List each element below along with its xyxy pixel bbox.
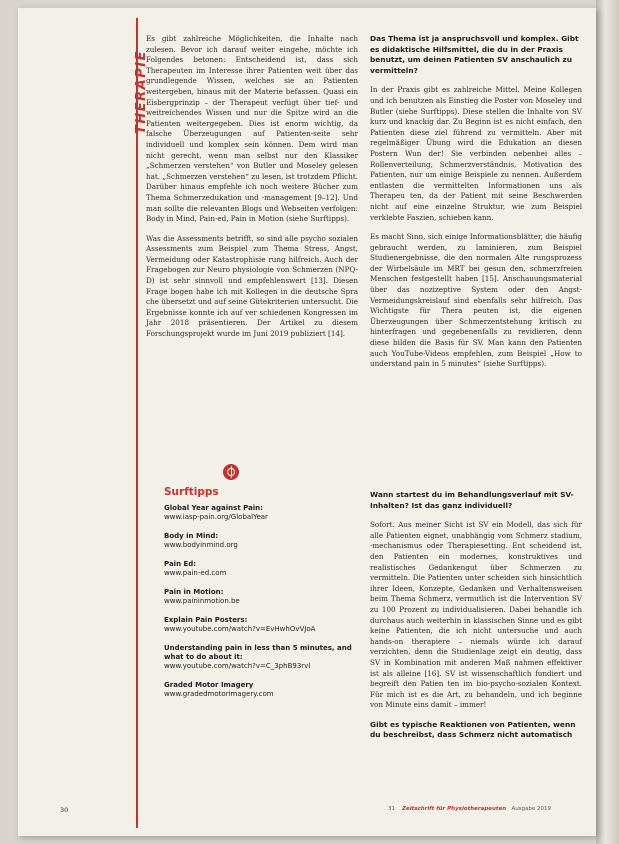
list-item [164, 644, 360, 671]
link-label: Understanding pain in less than 5 minutes, and what to do about it: [164, 644, 352, 661]
magazine-page [18, 8, 596, 836]
page-number-left: 30 [60, 806, 69, 814]
surftipps-list [164, 504, 360, 709]
list-item [164, 681, 360, 699]
link-url[interactable]: www.youtube.com/watch?v=EvHwhOvVJoA [164, 625, 316, 633]
magazine-name: Zeitschrift für Physiotherapeuten [402, 806, 507, 812]
link-label: Explain Pain Posters: [164, 616, 248, 624]
list-item [164, 532, 360, 550]
paragraph: Sofort. Aus meiner Sicht ist SV ein Modell, das sich für alle Patienten eignet, unabhängig vom Schmerz stadium, -mechanismus oder Therapiesetting. Ent scheidend ist, den Patienten ein modernes, konstruktives und realistisches Gedankengut über Schmerzen zu vermitteln. Die Patienten unter scheiden sich hinsichtlich ihrer Ideen, Konzepte, Gedanken und Verhaltensweisen beim Thema Schmerz, vermutlich ist die Intervention SV zu 100 Prozent zu individualisieren. Dabei behandle ich durchaus auch weiterhin in klassischen Sinne und es gibt keine Patienten, die ich nicht untersuche und auch hands-on therapiere – niemals würde ich darauf verzichten, denn die Studienlage zeigt ein deutig, dass SV in Kombination mit anderen Maß nahmen effektiver ist als alleine [16]. SV ist wissenschaftlich fundiert und begreift den Patien ten im bio-psycho-sozialen Kontext. Für mich ist es die Art, zu behandeln, und ich beginne von Minute eins damit – immer! [370, 520, 582, 710]
link-url[interactable]: www.youtube.com/watch?v=C_3phB93rvI [164, 662, 311, 670]
link-label: Body in Mind: [164, 532, 219, 540]
text-column-left [146, 34, 358, 349]
link-url[interactable]: www.gradedmotorimagery.com [164, 690, 274, 698]
paragraph: Was die Assessments betrifft, so sind alle psycho sozialen Assessments zum Beispiel zum Thema Stress, Angst, Vermeidung oder Katastrophisie rung hilfreich. Auch der Fragebogen zur Neuro physiologie von Schmerzen (NPQ-D) ist sehr sinnvoll und empfehlenswert [13]. Diesen Frage bogen habe ich mit Kollegen in die deutsche Spra che übersetzt und auf seine Gütekriterien untersucht. Die Ergebnisse konnte ich auf ver schiedenen Kongressen im Jahr 2018 präsentieren. Der Artikel zu diesem Forschungsprojekt wurde im Juni 2019 publiziert [14]. [146, 233, 358, 339]
link-label: Global Year against Pain: [164, 504, 263, 512]
link-url[interactable]: www.pain-ed.com [164, 569, 227, 577]
link-label: Graded Motor Imagery [164, 681, 254, 689]
surftipps-title: Surftipps [164, 486, 219, 498]
page-number-right: 31 [388, 806, 395, 812]
link-label: Pain Ed: [164, 560, 197, 568]
paragraph: In der Praxis gibt es zahlreiche Mittel. Meine Kollegen und ich benutzen als Einstieg die Poster von Moseley und Butler (siehe Surftipps). Diese stellen die Inhalte von SV kurz und knackig dar. Zu Beginn ist es nicht einfach, den Patienten diese ziel führend zu vermitteln. Aber mit regelmäßiger Übung wird die Edukation an diesen Postern Wun der! Sie verbinden nebenbei alles – Rollenverteilung, Schmerzverständnis, Motivation des Patienten, nur um einige Beispiele zu nennen. Außerdem entlasten die vermittelten Informationen uns als Therapeu ten, da der Patient mit seine Beschwerden nicht auf eine einzelne Struktur, wie zum Beispiel verklebte Faszien, schieben kann. [370, 85, 582, 222]
link-url[interactable]: www.iasp-pain.org/GlobalYear [164, 513, 268, 521]
list-item [164, 588, 360, 606]
issue-label: Ausgabe 2019 [511, 806, 552, 812]
section-divider-line [136, 18, 138, 828]
interview-question: Wann startest du im Behandlungsverlauf mit SV-Inhalten? Ist das ganz individuell? [370, 490, 574, 510]
text-column-right [370, 34, 582, 379]
list-item [164, 616, 360, 634]
link-url[interactable]: www.bodyinmind.org [164, 541, 238, 549]
text-column-right-lower [370, 490, 582, 750]
page-footer [388, 806, 583, 812]
paragraph: Es gibt zahlreiche Möglichkeiten, die Inhalte nach zulesen. Bevor ich darauf weiter eingehe, möchte ich Folgendes betonen: Entscheidend ist, dass sich Therapeuten im Interesse ihrer Patienten weit über das grundlegende Wissen, welches sie an Patienten weitergeben, hinaus mit der Materie befassen. Quasi ein Eisbergprinzip – der Therapeut verfügt über tief- und weitreichendes Wissen und nur die Spitze wird an die Patienten weitergegeben. Dies ist enorm wichtig, da falsche Überzeugungen auf Patienten-seite sehr individuell und komplex sein können. Dem wird man nicht gerecht, wenn man selbst nur den Klassiker „Schmerzen verstehen“ von Butler und Moseley gelesen hat. „Schmerzen verstehen“ zu lesen, ist trotzdem Pflicht. Darüber hinaus empfehle ich noch weitere Bücher zum Thema Schmerzedukation und -management [9–12]. Und man sollte die relevanten Blogs und Webseiten verfolgen: Body in Mind, Pain-ed, Pain in Motion (siehe Surftipps). [146, 34, 358, 224]
globe-icon [223, 464, 239, 480]
interview-question: Gibt es typische Reaktionen von Patienten, wenn du beschreibst, dass Schmerz nicht automatisch [370, 719, 576, 740]
paragraph: Es macht Sinn, sich einige Informationsblätter, die häufig gebraucht werden, zu laminieren, zum Beispiel Studienergebnisse, die den normalen Alte rungsprozess der Wirbelsäule im MRT bei gesun den, schmerzfreien Menschen festgestellt haben [15]. Anschauungsmaterial über das nozizeptive System oder den Angst-Vermeidungskreislauf sind ebenfalls sehr hilfreich. Das Wichtigste für Thera peuten ist, die eigenen Überzeugungen über Schmerzentstehung kritisch zu hinterfragen und gegebenenfalls zu revidieren, denn diese bilden die Basis für SV. Man kann den Patienten auch YouTube-Videos empfehlen, zum Beispiel „How to understand pain in 5 minutes“ (siehe Surftipps). [370, 232, 582, 369]
list-item [164, 504, 360, 522]
section-label: THERAPIE [134, 50, 149, 134]
magazine-spine [596, 0, 619, 844]
interview-question: Das Thema ist ja anspruchsvoll und komplex. Gibt es didaktische Hilfsmittel, die du in der Praxis benutzt, um deinen Patienten SV anschaulich zu vermitteln? [370, 34, 579, 75]
link-url[interactable]: www.paininmotion.be [164, 597, 240, 605]
link-label: Pain in Motion: [164, 588, 224, 596]
list-item [164, 560, 360, 578]
